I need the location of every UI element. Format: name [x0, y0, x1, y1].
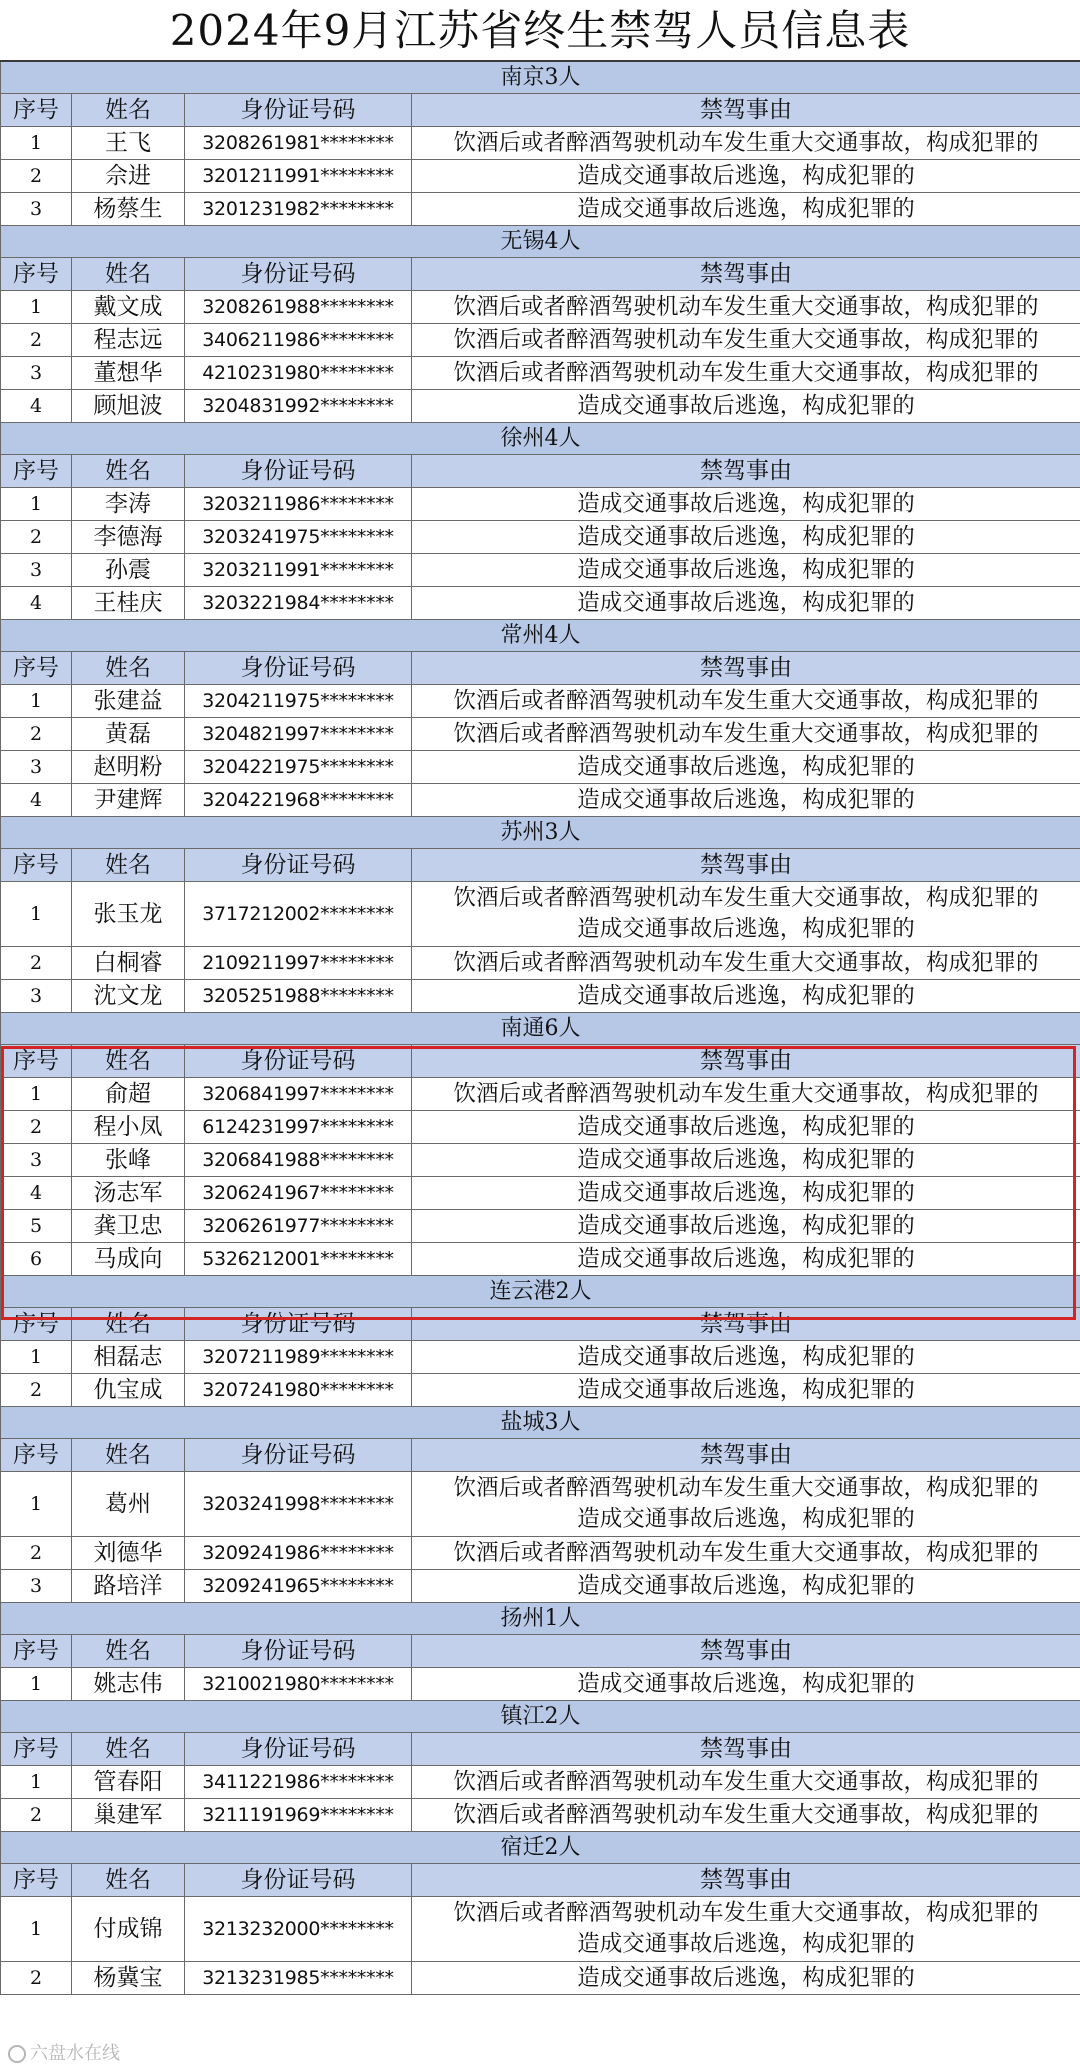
id-number: 3203211991********	[185, 554, 412, 587]
ban-reason: 造成交通事故后逃逸，构成犯罪的	[412, 980, 1080, 1013]
col-header-id: 身份证号码	[185, 1308, 412, 1341]
col-header-index: 序号	[1, 1439, 72, 1472]
person-name: 尹建辉	[72, 784, 185, 817]
col-header-index: 序号	[1, 652, 72, 685]
ban-reason: 造成交通事故后逃逸，构成犯罪的	[412, 488, 1080, 521]
ban-reason: 饮酒后或者醉酒驾驶机动车发生重大交通事故，构成犯罪的	[412, 127, 1080, 160]
col-header-name: 姓名	[72, 1733, 185, 1766]
ban-reason-line-1: 饮酒后或者醉酒驾驶机动车发生重大交通事故，构成犯罪的	[453, 885, 1039, 911]
page-title: 2024年9月江苏省终生禁驾人员信息表	[169, 6, 911, 55]
id-number: 6124231997********	[185, 1111, 412, 1144]
id-number: 3213231985********	[185, 1962, 412, 1995]
id-number: 3201231982********	[185, 193, 412, 226]
id-number: 3203221984********	[185, 587, 412, 620]
row-index: 1	[1, 1897, 72, 1962]
col-header-reason: 禁驾事由	[412, 1733, 1080, 1766]
row-index: 2	[1, 947, 72, 980]
row-index: 2	[1, 521, 72, 554]
ban-reason: 造成交通事故后逃逸，构成犯罪的	[412, 521, 1080, 554]
person-name: 赵明粉	[72, 751, 185, 784]
col-header-id: 身份证号码	[185, 1045, 412, 1078]
table-row	[1, 1111, 1080, 1144]
city-header: 徐州4人	[1, 423, 1080, 455]
id-number: 3206841988********	[185, 1144, 412, 1177]
col-header-name: 姓名	[72, 455, 185, 488]
col-header-name: 姓名	[72, 94, 185, 127]
person-name: 孙震	[72, 554, 185, 587]
table-row	[1, 1210, 1080, 1243]
row-index: 4	[1, 587, 72, 620]
column-header-row	[1, 1635, 1080, 1668]
id-number: 3406211986********	[185, 324, 412, 357]
person-name: 佘进	[72, 160, 185, 193]
city-header-row	[1, 817, 1080, 849]
col-header-index: 序号	[1, 1045, 72, 1078]
col-header-index: 序号	[1, 849, 72, 882]
ban-reason-line-1: 饮酒后或者醉酒驾驶机动车发生重大交通事故，构成犯罪的	[453, 1475, 1039, 1501]
person-name: 相磊志	[72, 1341, 185, 1374]
person-name: 程志远	[72, 324, 185, 357]
row-index: 1	[1, 291, 72, 324]
row-index: 3	[1, 751, 72, 784]
col-header-id: 身份证号码	[185, 1864, 412, 1897]
column-header-row	[1, 1439, 1080, 1472]
person-name: 顾旭波	[72, 390, 185, 423]
table-row	[1, 1799, 1080, 1832]
id-number: 3209241986********	[185, 1537, 412, 1570]
id-number: 3210021980********	[185, 1668, 412, 1701]
table-row	[1, 324, 1080, 357]
city-header: 扬州1人	[1, 1603, 1080, 1635]
table-row	[1, 1472, 1080, 1537]
city-header-row	[1, 61, 1080, 94]
city-header: 苏州3人	[1, 817, 1080, 849]
id-number: 3717212002********	[185, 882, 412, 947]
row-index: 2	[1, 160, 72, 193]
ban-reason: 饮酒后或者醉酒驾驶机动车发生重大交通事故，构成犯罪的	[412, 1078, 1080, 1111]
id-number: 3213232000********	[185, 1897, 412, 1962]
table-row	[1, 784, 1080, 817]
id-number: 3211191969********	[185, 1799, 412, 1832]
col-header-reason: 禁驾事由	[412, 1439, 1080, 1472]
column-header-row	[1, 652, 1080, 685]
table-row	[1, 554, 1080, 587]
id-number: 3206261977********	[185, 1210, 412, 1243]
table-row	[1, 1962, 1080, 1995]
watermark-text: 六盘水在线	[30, 2043, 120, 2064]
table-row	[1, 193, 1080, 226]
person-name: 俞超	[72, 1078, 185, 1111]
id-number: 3207211989********	[185, 1341, 412, 1374]
person-name: 李德海	[72, 521, 185, 554]
table-body	[1, 61, 1080, 1995]
col-header-id: 身份证号码	[185, 849, 412, 882]
city-header: 南通6人	[1, 1013, 1080, 1045]
ban-reason: 造成交通事故后逃逸，构成犯罪的	[412, 1210, 1080, 1243]
ban-reason: 造成交通事故后逃逸，构成犯罪的	[412, 1374, 1080, 1407]
ban-reason: 造成交通事故后逃逸，构成犯罪的	[412, 193, 1080, 226]
ban-reason: 饮酒后或者醉酒驾驶机动车发生重大交通事故，构成犯罪的	[412, 324, 1080, 357]
column-header-row	[1, 94, 1080, 127]
id-number: 4210231980********	[185, 357, 412, 390]
table-row	[1, 980, 1080, 1013]
id-number: 3201211991********	[185, 160, 412, 193]
person-name: 管春阳	[72, 1766, 185, 1799]
col-header-id: 身份证号码	[185, 258, 412, 291]
ban-reason: 饮酒后或者醉酒驾驶机动车发生重大交通事故，构成犯罪的	[412, 1799, 1080, 1832]
ban-reason: 造成交通事故后逃逸，构成犯罪的	[412, 1177, 1080, 1210]
person-name: 汤志军	[72, 1177, 185, 1210]
table-row	[1, 521, 1080, 554]
row-index: 3	[1, 980, 72, 1013]
ban-reason: 造成交通事故后逃逸，构成犯罪的	[412, 1243, 1080, 1276]
ban-reason	[412, 1897, 1080, 1962]
row-index: 1	[1, 1341, 72, 1374]
row-index: 4	[1, 1177, 72, 1210]
city-header-row	[1, 1013, 1080, 1045]
person-name: 黄磊	[72, 718, 185, 751]
id-number: 3203211986********	[185, 488, 412, 521]
person-name: 龚卫忠	[72, 1210, 185, 1243]
row-index: 2	[1, 1537, 72, 1570]
col-header-reason: 禁驾事由	[412, 1308, 1080, 1341]
row-index: 1	[1, 1668, 72, 1701]
person-name: 张建益	[72, 685, 185, 718]
table-row	[1, 160, 1080, 193]
city-header: 连云港2人	[1, 1276, 1080, 1308]
col-header-index: 序号	[1, 1308, 72, 1341]
column-header-row	[1, 1733, 1080, 1766]
table-row	[1, 718, 1080, 751]
col-header-index: 序号	[1, 94, 72, 127]
row-index: 2	[1, 1111, 72, 1144]
row-index: 3	[1, 1144, 72, 1177]
person-name: 张峰	[72, 1144, 185, 1177]
table-row	[1, 587, 1080, 620]
ban-reason: 造成交通事故后逃逸，构成犯罪的	[412, 784, 1080, 817]
col-header-reason: 禁驾事由	[412, 455, 1080, 488]
ban-reason: 造成交通事故后逃逸，构成犯罪的	[412, 554, 1080, 587]
id-number: 3205251988********	[185, 980, 412, 1013]
person-name: 葛州	[72, 1472, 185, 1537]
ban-reason: 饮酒后或者醉酒驾驶机动车发生重大交通事故，构成犯罪的	[412, 1537, 1080, 1570]
row-index: 3	[1, 193, 72, 226]
ban-reason: 造成交通事故后逃逸，构成犯罪的	[412, 390, 1080, 423]
ban-reason: 造成交通事故后逃逸，构成犯罪的	[412, 587, 1080, 620]
ban-reason: 造成交通事故后逃逸，构成犯罪的	[412, 1668, 1080, 1701]
person-name: 王桂庆	[72, 587, 185, 620]
info-table	[0, 60, 1080, 1995]
id-number: 3206841997********	[185, 1078, 412, 1111]
ban-reason: 饮酒后或者醉酒驾驶机动车发生重大交通事故，构成犯罪的	[412, 357, 1080, 390]
table-row	[1, 685, 1080, 718]
row-index: 4	[1, 390, 72, 423]
col-header-id: 身份证号码	[185, 455, 412, 488]
column-header-row	[1, 849, 1080, 882]
row-index: 1	[1, 1472, 72, 1537]
column-header-row	[1, 1045, 1080, 1078]
city-header: 盐城3人	[1, 1407, 1080, 1439]
row-index: 6	[1, 1243, 72, 1276]
ban-reason-line-2: 造成交通事故后逃逸，构成犯罪的	[577, 1931, 915, 1957]
ban-reason-line-2: 造成交通事故后逃逸，构成犯罪的	[577, 1506, 915, 1532]
id-number: 3204221968********	[185, 784, 412, 817]
id-number: 3203241975********	[185, 521, 412, 554]
ban-reason: 造成交通事故后逃逸，构成犯罪的	[412, 751, 1080, 784]
table-row	[1, 1177, 1080, 1210]
person-name: 巢建军	[72, 1799, 185, 1832]
row-index: 2	[1, 324, 72, 357]
table-row	[1, 1537, 1080, 1570]
table-row	[1, 291, 1080, 324]
table-row	[1, 1668, 1080, 1701]
id-number: 3204221975********	[185, 751, 412, 784]
col-header-reason: 禁驾事由	[412, 849, 1080, 882]
col-header-id: 身份证号码	[185, 1635, 412, 1668]
city-header: 南京3人	[1, 61, 1080, 94]
column-header-row	[1, 1308, 1080, 1341]
row-index: 5	[1, 1210, 72, 1243]
city-header-row	[1, 423, 1080, 455]
row-index: 2	[1, 1374, 72, 1407]
row-index: 3	[1, 1570, 72, 1603]
col-header-name: 姓名	[72, 258, 185, 291]
id-number: 3208261981********	[185, 127, 412, 160]
ban-reason: 造成交通事故后逃逸，构成犯罪的	[412, 160, 1080, 193]
ban-reason-line-2: 造成交通事故后逃逸，构成犯罪的	[577, 916, 915, 942]
table-row	[1, 357, 1080, 390]
ban-reason: 饮酒后或者醉酒驾驶机动车发生重大交通事故，构成犯罪的	[412, 947, 1080, 980]
col-header-index: 序号	[1, 455, 72, 488]
row-index: 3	[1, 554, 72, 587]
person-name: 张玉龙	[72, 882, 185, 947]
col-header-reason: 禁驾事由	[412, 258, 1080, 291]
watermark	[8, 2040, 120, 2068]
row-index: 1	[1, 127, 72, 160]
id-number: 3204821997********	[185, 718, 412, 751]
row-index: 1	[1, 1078, 72, 1111]
ban-reason	[412, 882, 1080, 947]
id-number: 3203241998********	[185, 1472, 412, 1537]
id-number: 3411221986********	[185, 1766, 412, 1799]
id-number: 3208261988********	[185, 291, 412, 324]
id-number: 3204211975********	[185, 685, 412, 718]
col-header-reason: 禁驾事由	[412, 1045, 1080, 1078]
table-row	[1, 751, 1080, 784]
city-header-row	[1, 1603, 1080, 1635]
table-row	[1, 390, 1080, 423]
city-header: 宿迁2人	[1, 1832, 1080, 1864]
col-header-index: 序号	[1, 1733, 72, 1766]
col-header-index: 序号	[1, 1864, 72, 1897]
column-header-row	[1, 455, 1080, 488]
col-header-id: 身份证号码	[185, 1439, 412, 1472]
person-name: 姚志伟	[72, 1668, 185, 1701]
ban-reason: 造成交通事故后逃逸，构成犯罪的	[412, 1962, 1080, 1995]
ban-reason	[412, 1472, 1080, 1537]
city-header-row	[1, 226, 1080, 258]
person-name: 杨冀宝	[72, 1962, 185, 1995]
col-header-name: 姓名	[72, 1864, 185, 1897]
table-row	[1, 488, 1080, 521]
row-index: 1	[1, 685, 72, 718]
city-header-row	[1, 620, 1080, 652]
table-row	[1, 1078, 1080, 1111]
table-row	[1, 1144, 1080, 1177]
row-index: 4	[1, 784, 72, 817]
id-number: 3209241965********	[185, 1570, 412, 1603]
person-name: 付成锦	[72, 1897, 185, 1962]
col-header-name: 姓名	[72, 849, 185, 882]
person-name: 仇宝成	[72, 1374, 185, 1407]
ban-reason: 造成交通事故后逃逸，构成犯罪的	[412, 1570, 1080, 1603]
column-header-row	[1, 258, 1080, 291]
row-index: 1	[1, 882, 72, 947]
city-header-row	[1, 1701, 1080, 1733]
city-header-row	[1, 1832, 1080, 1864]
col-header-index: 序号	[1, 258, 72, 291]
ban-reason: 造成交通事故后逃逸，构成犯罪的	[412, 1341, 1080, 1374]
ban-reason: 饮酒后或者醉酒驾驶机动车发生重大交通事故，构成犯罪的	[412, 291, 1080, 324]
table-row	[1, 947, 1080, 980]
id-number: 3206241967********	[185, 1177, 412, 1210]
col-header-id: 身份证号码	[185, 652, 412, 685]
id-number: 5326212001********	[185, 1243, 412, 1276]
city-header: 常州4人	[1, 620, 1080, 652]
person-name: 刘德华	[72, 1537, 185, 1570]
ban-reason: 饮酒后或者醉酒驾驶机动车发生重大交通事故，构成犯罪的	[412, 718, 1080, 751]
person-name: 程小凤	[72, 1111, 185, 1144]
city-header-row	[1, 1276, 1080, 1308]
ban-reason: 饮酒后或者醉酒驾驶机动车发生重大交通事故，构成犯罪的	[412, 685, 1080, 718]
table-row	[1, 882, 1080, 947]
row-index: 3	[1, 357, 72, 390]
person-name: 路培洋	[72, 1570, 185, 1603]
id-number: 3207241980********	[185, 1374, 412, 1407]
col-header-name: 姓名	[72, 1308, 185, 1341]
col-header-id: 身份证号码	[185, 94, 412, 127]
table-row	[1, 1374, 1080, 1407]
person-name: 沈文龙	[72, 980, 185, 1013]
column-header-row	[1, 1864, 1080, 1897]
col-header-name: 姓名	[72, 1045, 185, 1078]
ban-reason: 饮酒后或者醉酒驾驶机动车发生重大交通事故，构成犯罪的	[412, 1766, 1080, 1799]
watermark-icon	[8, 2045, 26, 2063]
col-header-reason: 禁驾事由	[412, 1864, 1080, 1897]
person-name: 李涛	[72, 488, 185, 521]
ban-reason: 造成交通事故后逃逸，构成犯罪的	[412, 1144, 1080, 1177]
id-number: 2109211997********	[185, 947, 412, 980]
row-index: 2	[1, 1799, 72, 1832]
col-header-reason: 禁驾事由	[412, 1635, 1080, 1668]
id-number: 3204831992********	[185, 390, 412, 423]
ban-reason-line-1: 饮酒后或者醉酒驾驶机动车发生重大交通事故，构成犯罪的	[453, 1900, 1039, 1926]
col-header-name: 姓名	[72, 1439, 185, 1472]
row-index: 2	[1, 718, 72, 751]
col-header-reason: 禁驾事由	[412, 652, 1080, 685]
col-header-id: 身份证号码	[185, 1733, 412, 1766]
table-row	[1, 127, 1080, 160]
person-name: 王飞	[72, 127, 185, 160]
row-index: 1	[1, 488, 72, 521]
table-row	[1, 1243, 1080, 1276]
table-row	[1, 1766, 1080, 1799]
col-header-name: 姓名	[72, 652, 185, 685]
table-row	[1, 1570, 1080, 1603]
city-header-row	[1, 1407, 1080, 1439]
col-header-name: 姓名	[72, 1635, 185, 1668]
col-header-index: 序号	[1, 1635, 72, 1668]
row-index: 1	[1, 1766, 72, 1799]
person-name: 马成向	[72, 1243, 185, 1276]
table-row	[1, 1341, 1080, 1374]
ban-reason: 造成交通事故后逃逸，构成犯罪的	[412, 1111, 1080, 1144]
person-name: 白桐睿	[72, 947, 185, 980]
table-row	[1, 1897, 1080, 1962]
row-index: 2	[1, 1962, 72, 1995]
city-header: 镇江2人	[1, 1701, 1080, 1733]
person-name: 董想华	[72, 357, 185, 390]
person-name: 戴文成	[72, 291, 185, 324]
col-header-reason: 禁驾事由	[412, 94, 1080, 127]
city-header: 无锡4人	[1, 226, 1080, 258]
person-name: 杨蔡生	[72, 193, 185, 226]
